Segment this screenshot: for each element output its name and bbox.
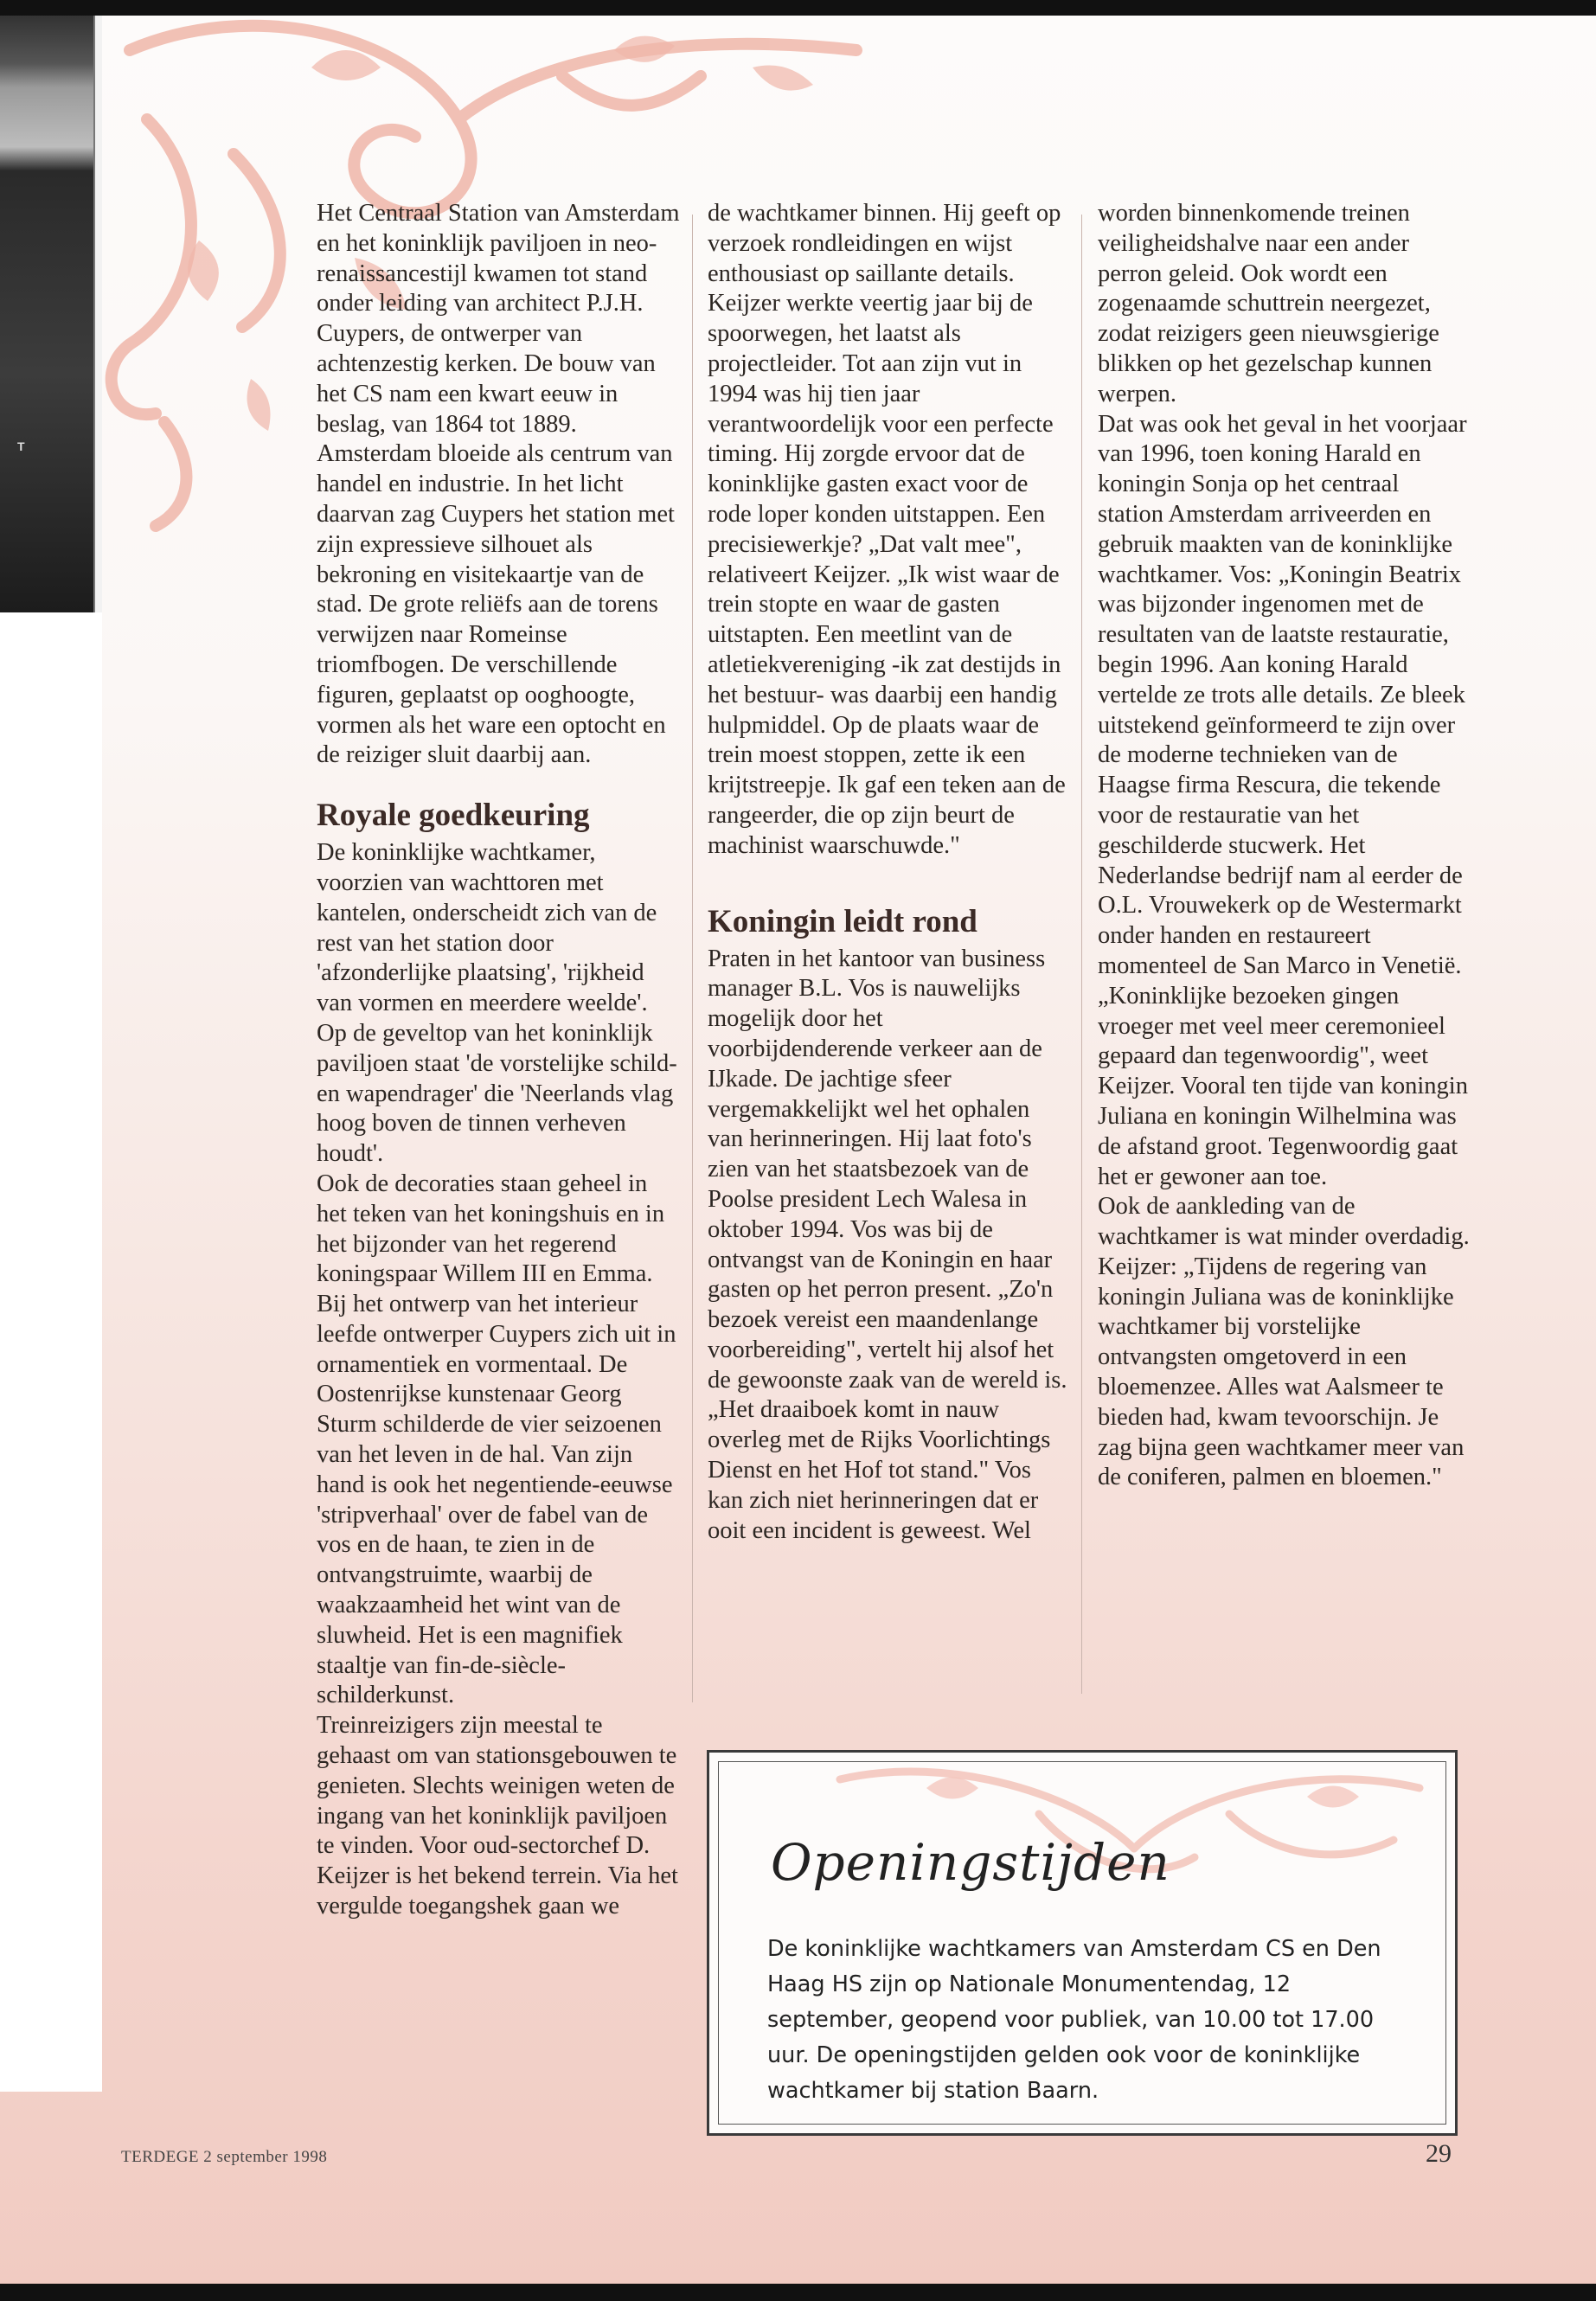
column-divider: [692, 215, 693, 1702]
opening-hours-box: [707, 1750, 1458, 2136]
paragraph: Ook de aankleding van de wachtkamer is wat minder overdadig. Keijzer: „Tijdens de regering van koningin Juliana was de koninklijke wachtkamer bij vorstelijke ontvangsten omgetoverd in een bloemenzee. Alles wat Aalsmeer te bieden had, kwam tevoorschijn. Je zag bijna geen wachtkamer meer van de coniferen, palmen en bloemen.": [1098, 1193, 1470, 1491]
publication-footer: TERDEGE 2 september 1998: [121, 2148, 328, 2166]
paragraph: Praten in het kantoor van business manager B.L. Vos is nauwelijks mogelijk door het voorbijdenderende verkeer aan de IJkade. De jachtige sfeer vergemakkelijkt wel het ophalen van herinneringen. Hij laat foto's zien van het staatsbezoek van de Poolse president Lech Walesa in oktober 1994. Vos was bij de ontvangst van de Koningin en haar gasten op het perron present. „Zo'n bezoek vereist een maandenlange voorbereiding", vertelt hij alsof het de gewoonste zaak van de wereld is. „Het draaiboek komt in nauw overleg met de Rijks Voorlichtings Dienst en het Hof tot stand." Vos kan zich niet herinneringen dat er ooit een incident is geweest. Wel: [708, 945, 1067, 1544]
magazine-page: [0, 16, 1596, 2284]
paragraph: Het Centraal Station van Amsterdam en het koninklijk paviljoen in neo-renaissancestijl kwamen tot stand onder leiding van architect P.J.H. Cuypers, de ontwerper van achtenzestig kerken. De bouw van het CS nam een kwart eeuw in beslag, van 1864 tot 1889.: [317, 200, 680, 438]
paragraph: worden binnenkomende treinen veiligheidshalve naar een ander perron geleid. Ook wordt een zogenaamde schuttrein neergezet, zodat reizigers geen nieuwsgierige blikken op het gezelschap kunnen werpen.: [1098, 200, 1439, 407]
paragraph: Dat was ook het geval in het voorjaar van 1996, toen koning Harald en koningin Sonja op het centraal station Amsterdam arriveerden en gebruik maakten van de koninklijke wachtkamer. Vos: „Koningin Beatrix was bijzonder ingenomen met de resultaten van de laatste restauratie, begin 1996. Aan koning Harald vertelde ze trots alle details. Ze bleek uitstekend geïnformeerd te zijn over de moderne technieken van de Haagse firma Rescura, die tekende voor de restauratie van het geschilderde stucwerk. Het Nederlandse bedrijf nam al eerder de O.L. Vrouwekerk op de Westermarkt onder handen en restaureert momenteel de San Marco in Venetië.: [1098, 410, 1467, 979]
paragraph: Treinreizigers zijn meestal te gehaast om van stationsgebouwen te genieten. Slechts weinigen weten de ingang van het koninklijk paviljoen te vinden. Voor oud-sectorchef D. Keijzer is het bekend terrein. Via het vergulde toegangshek gaan we: [317, 1712, 678, 1920]
left-margin-strip: [0, 16, 102, 2092]
article-column-1: [317, 199, 680, 1922]
column-divider: [1081, 215, 1082, 1694]
paragraph: Amsterdam bloeide als centrum van handel en industrie. In het licht daarvan zag Cuypers het station met zijn expressieve silhouet als bekroning en visitekaartje van de stad. De grote reliëfs aan de torens verwijzen naar Romeinse triomfbogen. De verschillende figuren, geplaatst op ooghoogte, vormen als het ware een optocht en de reiziger sluit daarbij aan.: [317, 440, 675, 769]
box-title: Openingstijden: [771, 1833, 1170, 1892]
page-number: 29: [1426, 2139, 1452, 2168]
paragraph: De koninklijke wachtkamer, voorzien van wachttoren met kantelen, onderscheidt zich van de rest van het station door 'afzonderlijke plaatsing', 'rijkheid van vormen en meerdere weelde'. Op de geveltop van het koninklijk paviljoen staat 'de vorstelijke schild- en wapendrager' die 'Neerlands vlag hoog boven de tinnen verheven houdt'.: [317, 839, 677, 1168]
article-column-3: [1098, 199, 1470, 1493]
box-body-text: De koninklijke wachtkamers van Amsterdam CS en Den Haag HS zijn op Nationale Monumentendag, 12 september, geopend voor publiek, van 10.00 tot 17.00 uur. De openingstijden gelden ook voor de koninklijke wachtkamer bij station Baarn.: [767, 1936, 1381, 2104]
paragraph: Bij het ontwerp van het interieur leefde ontwerper Cuypers zich uit in ornamentiek en vormentaal. De Oostenrijkse kunstenaar Georg Sturm schilderde de vier seizoenen van het leven in de hal. Van zijn hand is ook het negentiende-eeuwse 'stripverhaal' over de fabel van de vos en de haan, te zien in de ontvangstruimte, waarbij de waakzaamheid het wint van de sluwheid. Het is een magnifiek staaltje van fin-de-siècle-schilderkunst.: [317, 1291, 676, 1709]
paragraph: Ook de decoraties staan geheel in het teken van het koningshuis en in het bijzonder van het regerend koningspaar Willem III en Emma.: [317, 1170, 665, 1288]
section-heading: Royale goedkeuring: [317, 798, 590, 834]
opening-hours-box-inner: [718, 1761, 1446, 2125]
left-photo-edge: [0, 16, 102, 612]
section-heading: Koningin leidt rond: [708, 903, 977, 939]
paragraph: de wachtkamer binnen. Hij geeft op verzoek rondleidingen en wijst enthousiast op saillante details. Keijzer werkte veertig jaar bij de spoorwegen, het laatst als projectleider. Tot aan zijn vut in 1994 was hij tien jaar verantwoordelijk voor een perfecte timing. Hij zorgde ervoor dat de koninklijke gasten exact voor de rode loper konden uitstappen. Een precisiewerkje? „Dat valt mee", relativeert Keijzer. „Ik wist waar de trein stopte en waar de gasten uitstapten. Een meetlint van de atletiekvereniging -ik zat destijds in het bestuur- was daarbij een handig hulpmiddel. Op de plaats waar de trein moest stoppen, zette ik een krijtstreepje. Ik gaf een teken aan de rangeerder, die op zijn beurt de machinist waarschuwde.": [708, 200, 1066, 859]
photo-mark-icon: T: [17, 439, 25, 453]
paragraph: „Koninklijke bezoeken gingen vroeger met veel meer ceremonieel gepaard dan tegenwoordig", weet Keijzer. Vooral ten tijde van koningin Juliana en koningin Wilhelmina was de afstand groot. Tegenwoordig gaat het er gewoner aan toe.: [1098, 982, 1468, 1190]
article-column-2: [708, 199, 1071, 1546]
